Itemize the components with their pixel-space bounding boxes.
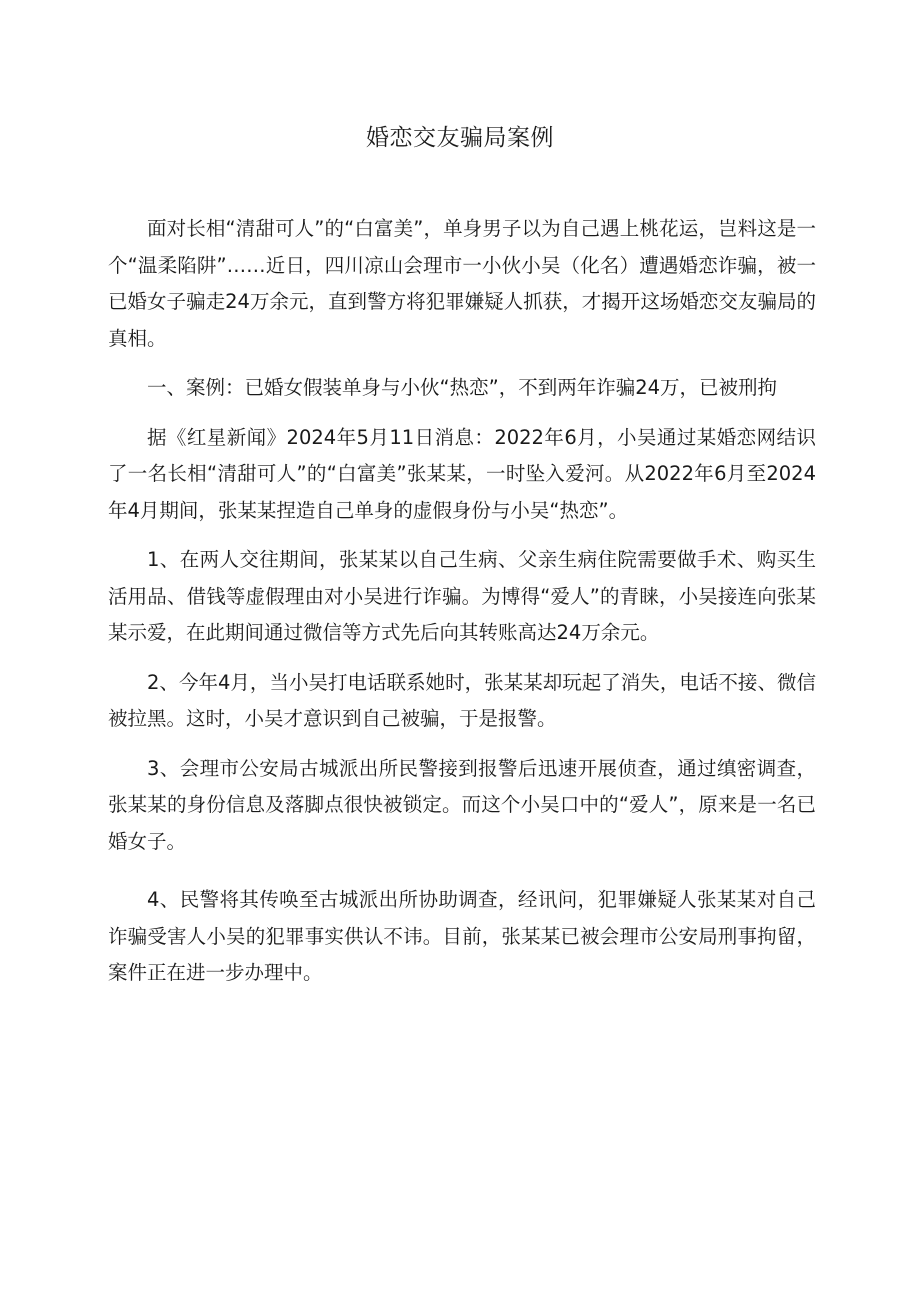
point-4-paragraph: 4、民警将其传唤至古城派出所协助调查，经讯问，犯罪嫌疑人张某某对自己诈骗受害人小吴的犯罪事实供认不讳。目前，张某某已被会理市公安局刑事拘留，案件正在进一步办理中。 — [108, 888, 816, 984]
document-title: 婚恋交友骗局案例 — [366, 125, 554, 151]
point-3-paragraph: 3、会理市公安局古城派出所民警接到报警后迅速开展侦查，通过缜密调查，张某某的身份信息及落脚点很快被锁定。而这个小吴口中的“爱人”，原来是一名已婚女子。 — [108, 756, 816, 853]
point-1-paragraph: 1、在两人交往期间，张某某以自己生病、父亲生病住院需要做手术、购买生活用品、借钱等虚假理由对小吴进行诈骗。为博得“爱人”的青睐，小吴接连向张某某示爱，在此期间通过微信等方式先后向其转账高达24万余元。 — [108, 548, 816, 644]
document-body — [108, 211, 816, 992]
intro-paragraph: 面对长相“清甜可人”的“白富美”，单身男子以为自己遇上桃花运，岂料这是一个“温柔陷阱”……近日，四川凉山会理市一小伙小吴（化名）遭遇婚恋诈骗，被一已婚女子骗走24万余元，直到警方将犯罪嫌疑人抓获，才揭开这场婚恋交友骗局的真相。 — [108, 217, 816, 350]
news-paragraph: 据《红星新闻》2024年5月11日消息：2022年6月，小吴通过某婚恋网结识了一名长相“清甜可人”的“白富美”张某某，一时坠入爱河。从2022年6月至2024年4月期间，张某某捏造自己单身的虚假身份与小吴“热恋”。 — [108, 425, 816, 522]
point-2-paragraph: 2、今年4月，当小吴打电话联系她时，张某某却玩起了消失，电话不接、微信被拉黑。这时，小吴才意识到自己被骗，于是报警。 — [108, 670, 816, 730]
section-heading: 一、案例：已婚女假装单身与小伙“热恋”，不到两年诈骗24万，已被刑拘 — [147, 376, 778, 399]
